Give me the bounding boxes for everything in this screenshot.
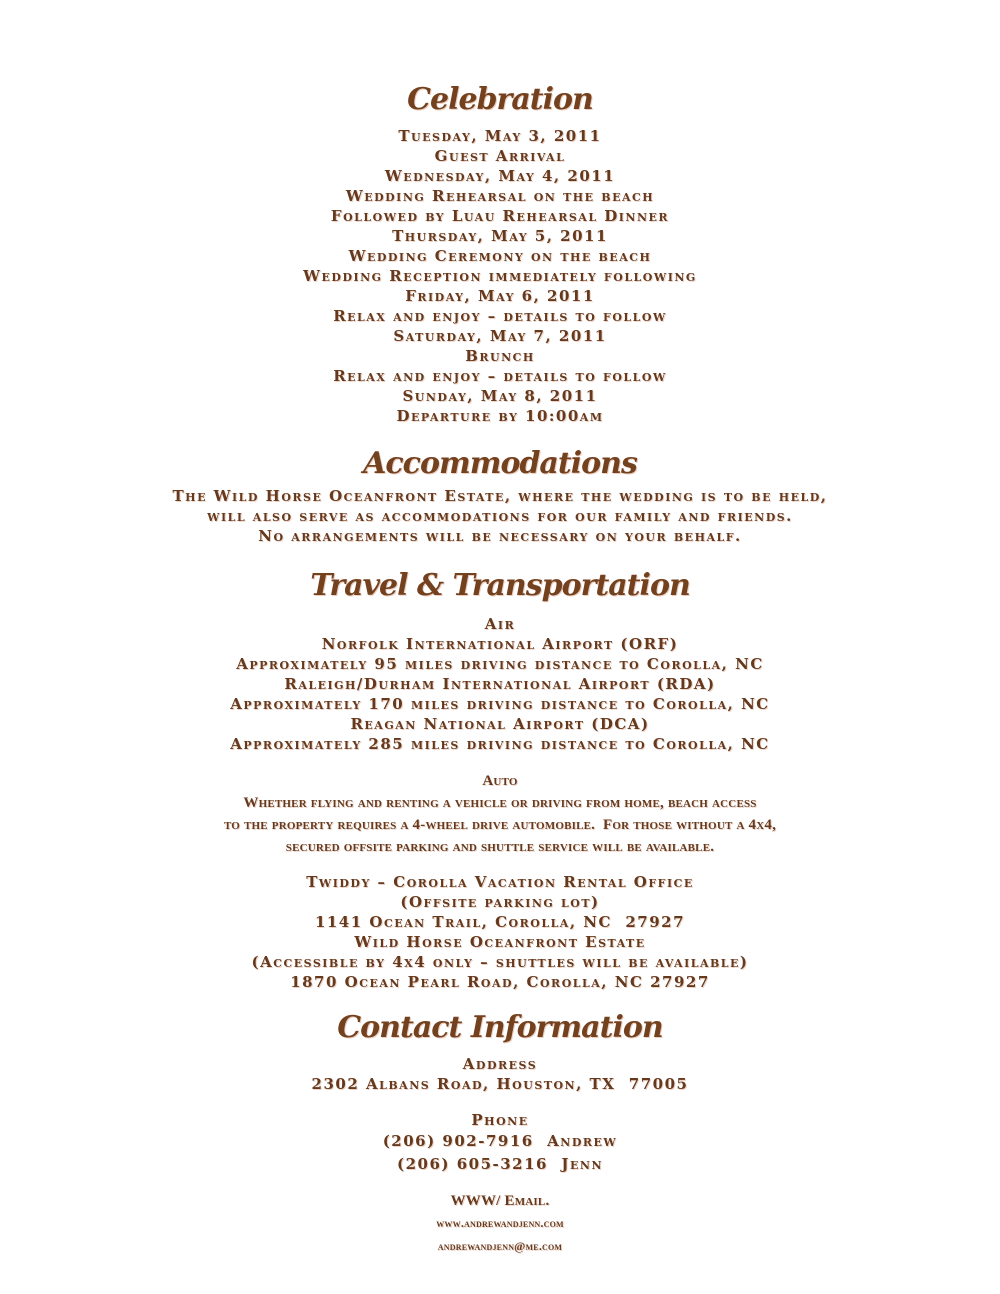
parking-locations bbox=[0, 872, 1000, 992]
accommodations-paragraph bbox=[0, 486, 1000, 546]
subsection-title-air: Air bbox=[484, 615, 516, 633]
schedule-line: Sunday, May 8, 2011 bbox=[402, 387, 598, 405]
subsection-title-web-email: WWW/ Email. bbox=[450, 1193, 550, 1209]
phone-number-jenn: (206) 605-3216 Jenn bbox=[396, 1155, 604, 1173]
air-line: Approximately 170 miles driving distance to Corolla, NC bbox=[230, 695, 770, 713]
subsection-title-address: Address bbox=[462, 1055, 538, 1073]
auto-line: secured offsite parking and shuttle service will be available. bbox=[285, 839, 715, 855]
auto-line: Whether flying and renting a vehicle or driving from home, beach access bbox=[243, 795, 757, 811]
phone-number-andrew: (206) 902-7916 Andrew bbox=[382, 1132, 618, 1150]
schedule-line: Relax and enjoy – details to follow bbox=[333, 307, 667, 325]
section-heading-travel: Travel & Transportation bbox=[310, 568, 690, 603]
auto-paragraph bbox=[0, 792, 1000, 858]
schedule-line: Departure by 10:00am bbox=[396, 407, 604, 425]
paragraph-line: The Wild Horse Oceanfront Estate, where the wedding is to be held, bbox=[172, 487, 828, 505]
address-line: 2302 Albans Road, Houston, TX 77005 bbox=[311, 1075, 689, 1093]
paragraph-line: No arrangements will be necessary on your behalf. bbox=[258, 527, 742, 545]
celebration-schedule bbox=[0, 126, 1000, 426]
email-address: andrewandjenn@me.com bbox=[437, 1239, 563, 1253]
schedule-line: Saturday, May 7, 2011 bbox=[393, 327, 607, 345]
subsection-title-phone: Phone bbox=[471, 1111, 529, 1129]
section-heading-contact: Contact Information bbox=[337, 1010, 663, 1045]
schedule-line: Guest Arrival bbox=[434, 147, 566, 165]
schedule-line: Wedding Ceremony on the beach bbox=[348, 247, 652, 265]
location-line: 1870 Ocean Pearl Road, Corolla, NC 27927 bbox=[290, 973, 710, 991]
location-line: 1141 Ocean Trail, Corolla, NC 27927 bbox=[314, 913, 686, 931]
schedule-line: Relax and enjoy – details to follow bbox=[333, 367, 667, 385]
air-line: Approximately 285 miles driving distance to Corolla, NC bbox=[230, 735, 770, 753]
auto-line: to the property requires a 4-wheel drive automobile. For those without a 4x4, bbox=[223, 817, 777, 833]
schedule-line: Wedding Reception immediately following bbox=[303, 267, 697, 285]
location-line: Wild Horse Oceanfront Estate bbox=[354, 933, 646, 951]
schedule-line: Friday, May 6, 2011 bbox=[405, 287, 595, 305]
air-details bbox=[0, 634, 1000, 754]
section-heading-celebration: Celebration bbox=[407, 82, 593, 117]
air-line: Norfolk International Airport (ORF) bbox=[321, 635, 679, 653]
air-line: Approximately 95 miles driving distance to Corolla, NC bbox=[236, 655, 764, 673]
air-line: Reagan National Airport (DCA) bbox=[350, 715, 650, 733]
schedule-line: Wedding Rehearsal on the beach bbox=[345, 187, 655, 205]
schedule-line: Tuesday, May 3, 2011 bbox=[398, 127, 602, 145]
air-line: Raleigh/Durham International Airport (RDA) bbox=[284, 675, 716, 693]
schedule-line: Wednesday, May 4, 2011 bbox=[384, 167, 616, 185]
location-line: (Accessible by 4x4 only – shuttles will be available) bbox=[251, 953, 749, 971]
location-line: (Offsite parking lot) bbox=[400, 893, 600, 911]
subsection-title-auto: Auto bbox=[482, 773, 518, 789]
section-heading-accommodations: Accommodations bbox=[363, 446, 637, 481]
website-url: www.andrewandjenn.com bbox=[436, 1216, 564, 1230]
paragraph-line: will also serve as accommodations for our family and friends. bbox=[207, 507, 793, 525]
location-line: Twiddy – Corolla Vacation Rental Office bbox=[306, 873, 694, 891]
schedule-line: Brunch bbox=[465, 347, 535, 365]
schedule-line: Thursday, May 5, 2011 bbox=[392, 227, 608, 245]
schedule-line: Followed by Luau Rehearsal Dinner bbox=[330, 207, 670, 225]
